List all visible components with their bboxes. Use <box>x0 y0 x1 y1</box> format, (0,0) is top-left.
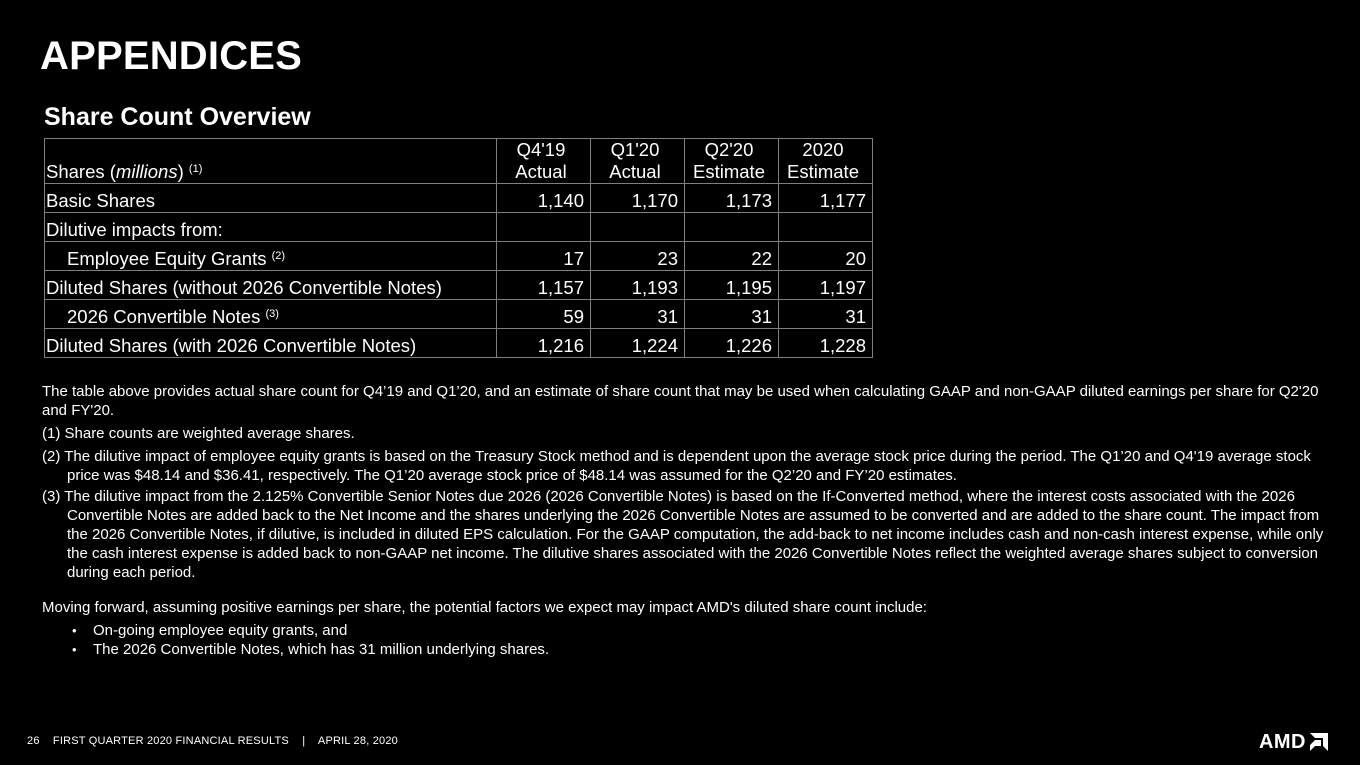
footnote-ref: (1) <box>188 163 203 175</box>
cell-value: 1,195 <box>685 271 779 300</box>
column-type: Actual <box>591 161 685 184</box>
table-header-label <box>45 139 497 184</box>
table-row <box>45 300 873 329</box>
footnotes <box>42 382 1332 659</box>
row-label <box>45 184 497 213</box>
cell-value: 31 <box>685 300 779 329</box>
amd-logo <box>1259 731 1328 754</box>
row-label <box>45 213 497 242</box>
table-row <box>45 329 873 358</box>
cell-value: 1,228 <box>779 329 873 358</box>
cell-value: 22 <box>685 242 779 271</box>
row-label <box>45 300 497 329</box>
section-subtitle: Share Count Overview <box>44 103 311 131</box>
cell-value: 20 <box>779 242 873 271</box>
header-label-close: ) <box>177 161 184 182</box>
cell-value <box>591 213 685 242</box>
cell-value <box>497 213 591 242</box>
column-period: Q4'19 <box>497 139 591 162</box>
amd-arrow-icon <box>1308 733 1328 753</box>
row-label <box>45 329 497 358</box>
header-label-italic: millions <box>115 161 178 182</box>
footnote-ref: (3) <box>265 308 279 320</box>
page-title: APPENDICES <box>40 34 303 78</box>
cell-value: 1,173 <box>685 184 779 213</box>
forward-looking-paragraph: Moving forward, assuming positive earnings per share, the potential factors we expect may impact AMD's diluted share count include: <box>42 599 927 616</box>
cell-value: 23 <box>591 242 685 271</box>
cell-value: 17 <box>497 242 591 271</box>
header-label-text: Shares ( <box>46 161 116 182</box>
cell-value <box>779 213 873 242</box>
row-label <box>45 242 497 271</box>
row-label-text: Dilutive impacts from: <box>46 219 223 240</box>
table-row <box>45 184 873 213</box>
column-type: Actual <box>497 161 591 184</box>
table-header-row <box>45 139 873 162</box>
table-row <box>45 271 873 300</box>
logo-text: AMD <box>1258 731 1306 753</box>
footer-separator: | <box>302 735 306 747</box>
table-row <box>45 213 873 242</box>
footnote-3: (3) The dilutive impact from the 2.125% Convertible Senior Notes due 2026 (2026 Convertible Notes) is based on the If-Converted method, where the interest costs associated with the 2026 Convertible Notes are added back to the Net Income and the shares underlying the 2026 Convertible Notes are assumed to be converted and are added to the share count. The impact from the 2026 Convertible Notes, if dilutive, is included in diluted EPS calculation. For the GAAP computation, the add-back to net income includes cash and non-cash interest expense, while only the cash interest expense is added back to non-GAAP net income. The dilutive shares associated with the 2026 Convertible Notes reflect the weighted average shares subject to conversion during each period. <box>42 488 1324 581</box>
document-date: APRIL 28, 2020 <box>317 735 398 747</box>
intro-paragraph: The table above provides actual share count for Q4’19 and Q1’20, and an estimate of share count that may be used when calculating GAAP and non-GAAP diluted earnings per share for Q2'20 and FY'20. <box>42 383 1319 419</box>
footnote-2: (2) The dilutive impact of employee equity grants is based on the Treasury Stock method and is dependent upon the average stock price during the period. The Q1’20 and Q4'19 average stock price was $48.14 and $36.41, respectively. The Q1’20 average stock price of $48.14 was assumed for the Q2’20 and FY’20 estimates. <box>42 448 1311 484</box>
cell-value: 1,140 <box>497 184 591 213</box>
cell-value: 31 <box>779 300 873 329</box>
row-label-text: Diluted Shares (without 2026 Convertible Notes) <box>46 277 442 298</box>
page-number: 26 <box>27 735 40 747</box>
column-period: 2020 <box>779 139 873 162</box>
column-type: Estimate <box>779 161 873 184</box>
cell-value: 1,224 <box>591 329 685 358</box>
cell-value: 1,170 <box>591 184 685 213</box>
share-count-table <box>44 138 873 358</box>
footnote-1: (1) Share counts are weighted average shares. <box>42 425 355 442</box>
row-label-text: Basic Shares <box>46 190 155 211</box>
cell-value: 59 <box>497 300 591 329</box>
row-label-text: Employee Equity Grants <box>67 248 267 269</box>
cell-value: 1,197 <box>779 271 873 300</box>
cell-value: 31 <box>591 300 685 329</box>
list-item <box>42 640 1332 659</box>
factor-list <box>42 621 1332 659</box>
cell-value: 1,177 <box>779 184 873 213</box>
list-item-text: On-going employee equity grants, and <box>93 622 348 639</box>
cell-value: 1,157 <box>497 271 591 300</box>
row-label <box>45 271 497 300</box>
list-item <box>42 621 1332 640</box>
list-item-text: The 2026 Convertible Notes, which has 31 million underlying shares. <box>93 641 550 658</box>
column-type: Estimate <box>685 161 779 184</box>
cell-value: 1,216 <box>497 329 591 358</box>
bullet-icon: • <box>72 642 77 657</box>
bullet-icon: • <box>72 623 77 638</box>
document-title: FIRST QUARTER 2020 FINANCIAL RESULTS <box>52 735 289 747</box>
column-period: Q2'20 <box>685 139 779 162</box>
column-period: Q1'20 <box>591 139 685 162</box>
row-label-text: 2026 Convertible Notes <box>67 306 261 327</box>
cell-value: 1,226 <box>685 329 779 358</box>
row-label-text: Diluted Shares (with 2026 Convertible Notes) <box>46 335 417 356</box>
cell-value <box>685 213 779 242</box>
footnote-ref: (2) <box>271 250 286 262</box>
table-row <box>45 242 873 271</box>
cell-value: 1,193 <box>591 271 685 300</box>
footer <box>27 735 408 747</box>
